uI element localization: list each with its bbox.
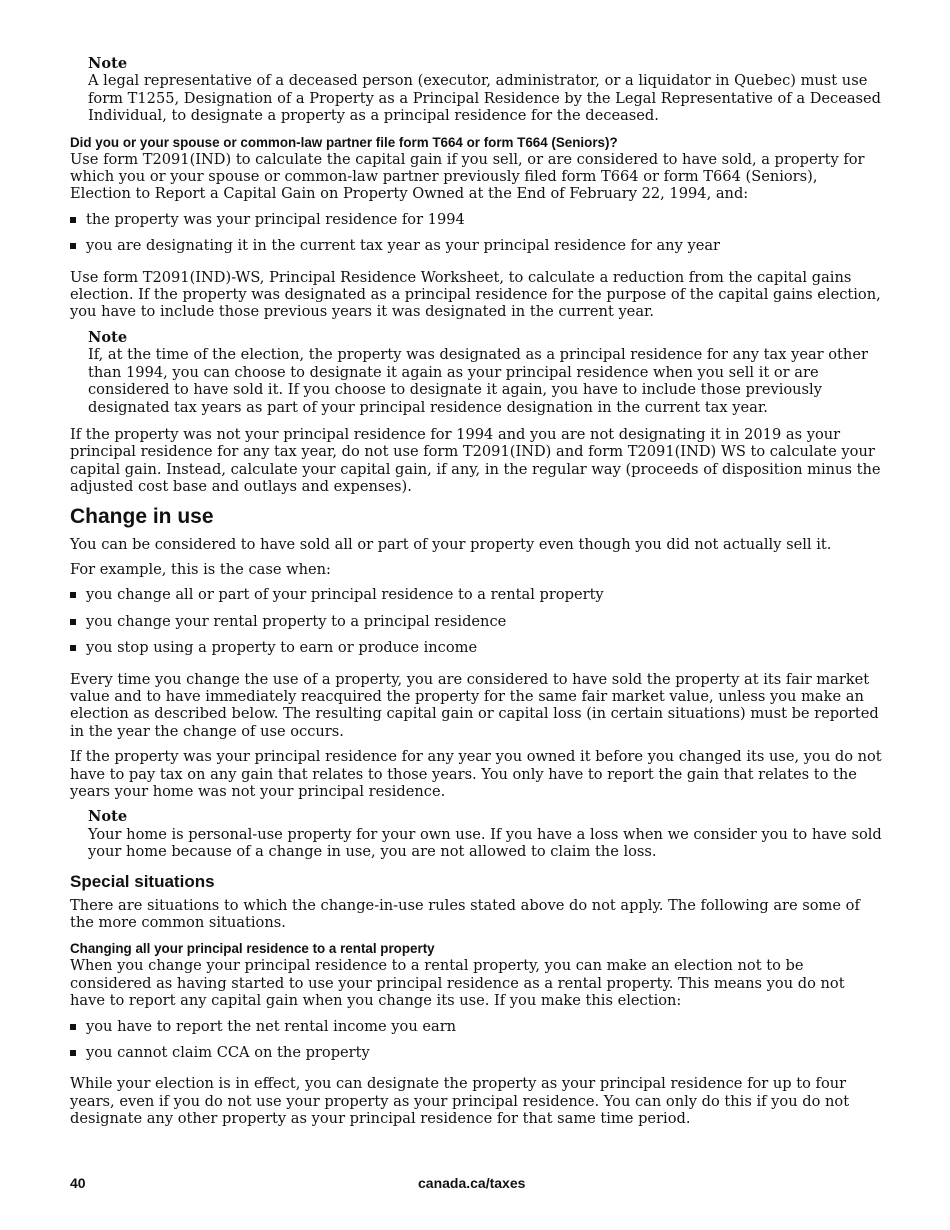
- note-text: A legal representative of a deceased person (executor, administrator, or a liquidator in Quebec) must use form T1255, Designation of a Property as a Principal Residence by the Legal Representative of a Deceased Individual, to designate a property as a principal residence for the deceased.: [88, 72, 882, 125]
- page-footer: [70, 1175, 882, 1195]
- note-legal-representative: [88, 55, 882, 125]
- paragraph-every-time: Every time you change the use of a property, you are considered to have sold the property at its fair market value and to have immediately reacquired the property for the same fair market value, unless you make an election as described below. The resulting capital gain or capital loss (in certain situations) must be reported in the year the change of use occurs.: [70, 670, 879, 740]
- note-text: If, at the time of the election, the property was designated as a principal residence for any tax year other than 1994, you can choose to designate it again as your principal residence when you sell it or are considered to have sold it. If you choose to designate it again, you have to include those previously designated tax years as part of your principal residence designation in the current tax year.: [88, 346, 868, 416]
- note-title: Note: [88, 808, 128, 826]
- paragraph-rental-election: When you change your principal residence to a rental property, you can make an election not to be considered as having started to use your principal residence as a rental property. This means you do not have to report any capital gain when you change its use. If you make this election:: [70, 957, 845, 1010]
- paragraph-election-in-effect: While your election is in effect, you can designate the property as your principal residence for up to four years, even if you do not use your property as your principal residence. You can only do this if you do not designate any other property as your principal residence for that same time period.: [70, 1075, 850, 1128]
- list-item: you are designating it in the current tax year as your principal residence for any year: [70, 237, 882, 254]
- list-item: you stop using a property to earn or produce income: [70, 639, 882, 656]
- heading-special-situations: Special situations: [70, 871, 215, 891]
- page-number: 40: [70, 1175, 86, 1191]
- rental-election-bullet-list: [70, 1018, 882, 1062]
- t664-bullet-list: [70, 211, 882, 255]
- note-title: Note: [88, 55, 128, 72]
- note-title: Note: [88, 328, 128, 346]
- paragraph-not-principal-1994: If the property was not your principal residence for 1994 and you are not designating it in 2019 as your principal residence for any tax year, do not use form T2091(IND) and form T2091(IND) WS to calculate your capital gain. Instead, calculate your capital gain, if any, in the regular way (proceeds of disposition minus the adjusted cost base and outlays and expenses).: [70, 425, 881, 496]
- paragraph-worksheet: Use form T2091(IND)-WS, Principal Residence Worksheet, to calculate a reduction from the capital gains election. If the property was designated as a principal residence for the purpose of the capital gains election, you have to include those previous years it was designated in the current year.: [70, 268, 881, 321]
- heading-changing-to-rental: Changing all your principal residence to a rental property: [70, 941, 435, 957]
- list-item: you change your rental property to a principal residence: [70, 613, 882, 630]
- note-personal-use-property: [88, 808, 882, 860]
- list-item: the property was your principal residence for 1994: [70, 211, 882, 228]
- list-item: you cannot claim CCA on the property: [70, 1044, 882, 1061]
- paragraph-t664-intro: Use form T2091(IND) to calculate the capital gain if you sell, or are considered to have sold, a property for which you or your spouse or common-law partner previously filed form T664 or form T664 (Seniors), Election to Report a Capital Gain on Property Owned at the End of February 22, 1994, and:: [70, 150, 865, 203]
- note-election-designation: [88, 329, 882, 416]
- paragraph-for-example: For example, this is the case when:: [70, 560, 331, 578]
- list-item: you have to report the net rental income you earn: [70, 1018, 882, 1035]
- change-in-use-bullet-list: [70, 586, 882, 656]
- note-text: Your home is personal-use property for your own use. If you have a loss when we consider you to have sold your home because of a change in use, you are not allowed to claim the loss.: [88, 825, 882, 861]
- footer-website: canada.ca/taxes: [418, 1175, 526, 1191]
- page-content: [70, 55, 882, 1136]
- paragraph-principal-residence-years: If the property was your principal residence for any year you owned it before you changed its use, you do not have to pay tax on any gain that relates to those years. You only have to report the gain that relates to the years your home was not your principal residence.: [70, 748, 882, 800]
- paragraph-special-situations: There are situations to which the change-in-use rules stated above do not apply. The following are some of the more common situations.: [70, 896, 860, 932]
- list-item: you change all or part of your principal residence to a rental property: [70, 586, 882, 603]
- heading-t664-question: Did you or your spouse or common-law partner file form T664 or form T664 (Seniors)?: [70, 134, 618, 150]
- heading-change-in-use: Change in use: [70, 504, 214, 528]
- paragraph-considered-sold: You can be considered to have sold all or part of your property even though you did not actually sell it.: [70, 535, 832, 553]
